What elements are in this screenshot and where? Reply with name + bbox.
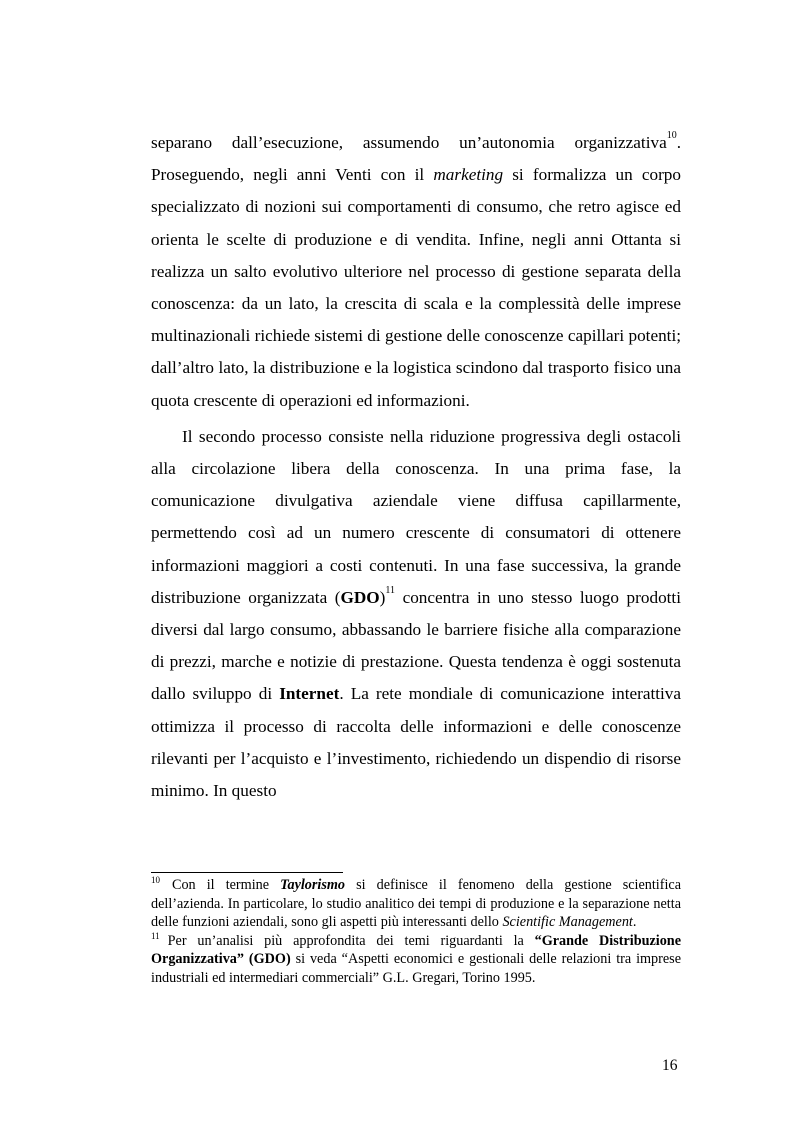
footnotes bbox=[151, 876, 681, 988]
footnote-10 bbox=[151, 876, 681, 932]
text-run: Il secondo processo consiste nella riduzione progressiva degli ostacoli alla circolazione libera della conoscenza. In una prima fase, la comunicazione divulgativa aziendale viene diffusa capillarmente, permettendo così ad un numero crescente di consumatori di ottenere informazioni maggiori a costi contenuti. In una fase successiva, la grande distribuzione organizzata ( bbox=[151, 426, 681, 607]
paragraph-1 bbox=[151, 127, 681, 417]
footnote-number: 11 bbox=[151, 931, 160, 942]
italic-term-scientific-management: Scientific Management bbox=[502, 914, 633, 931]
page-number: 16 bbox=[662, 1057, 678, 1074]
bold-italic-term-taylorismo: Taylorismo bbox=[280, 877, 346, 893]
text-run: si definisce il fenomeno della gestione scientifica dell’azienda. In particolare, lo studio analitico dei tempi di produzione e la separazione netta delle funzioni aziendali, sono gli aspetti più interessanti dello bbox=[151, 877, 681, 931]
italic-term-marketing: marketing bbox=[433, 165, 504, 185]
text-run: . La rete mondiale di comunicazione interattiva ottimizza il processo di raccolta delle informazioni e delle conoscenze rilevanti per l’acquisto e l’investimento, richiedendo un dispendio di risorse minimo. In questo bbox=[151, 684, 681, 801]
bold-term-gdo: GDO bbox=[340, 587, 380, 607]
footnote-11 bbox=[151, 932, 681, 988]
bold-term-internet: Internet bbox=[279, 684, 340, 704]
footnote-ref-11[interactable]: 11 bbox=[385, 585, 396, 597]
footnote-number: 10 bbox=[151, 875, 160, 886]
bold-term-gdo-title: “Grande Distribuzione Organizzativa” (GDO) bbox=[151, 932, 681, 968]
paragraph-2 bbox=[151, 421, 681, 807]
footnote-ref-10[interactable]: 10 bbox=[666, 130, 677, 142]
text-run: . bbox=[632, 914, 637, 931]
text-run: concentra in uno stesso luogo prodotti diversi dal largo consumo, abbassando le barriere fisiche alla comparazione di prezzi, marche e notizie di prestazione. Questa tendenza è oggi sostenuta dallo sviluppo di bbox=[151, 587, 681, 704]
text-run: Con il termine bbox=[172, 877, 281, 893]
footnote-separator bbox=[151, 872, 343, 873]
text-run: si veda “Aspetti economici e gestionali delle relazioni tra imprese industriali ed intermediari commerciali” G.L. Gregari, Torino 1995. bbox=[151, 951, 681, 986]
text-run: . Proseguendo, negli anni Venti con il bbox=[151, 133, 681, 185]
body-text bbox=[151, 127, 681, 807]
text-run: si formalizza un corpo specializzato di nozioni sui comportamenti di consumo, che retro agisce ed orienta le scelte di produzione e di vendita. Infine, negli anni Ottanta si realizza un salto evolutivo ulteriore nel processo di gestione separata della conoscenza: da un lato, la crescita di scala e la complessità delle imprese multinazionali richiede sistemi di gestione delle conoscenze capillari potenti; dall’altro lato, la distribuzione e la logistica scindono dal trasporto fisico una quota crescente di operazioni ed informazioni. bbox=[151, 165, 681, 410]
text-run: ) bbox=[379, 587, 386, 607]
text-run: Per un’analisi più approfondita dei temi riguardanti la bbox=[167, 932, 535, 949]
text-run: separano dall’esecuzione, assumendo un’autonomia organizzativa bbox=[151, 133, 667, 152]
